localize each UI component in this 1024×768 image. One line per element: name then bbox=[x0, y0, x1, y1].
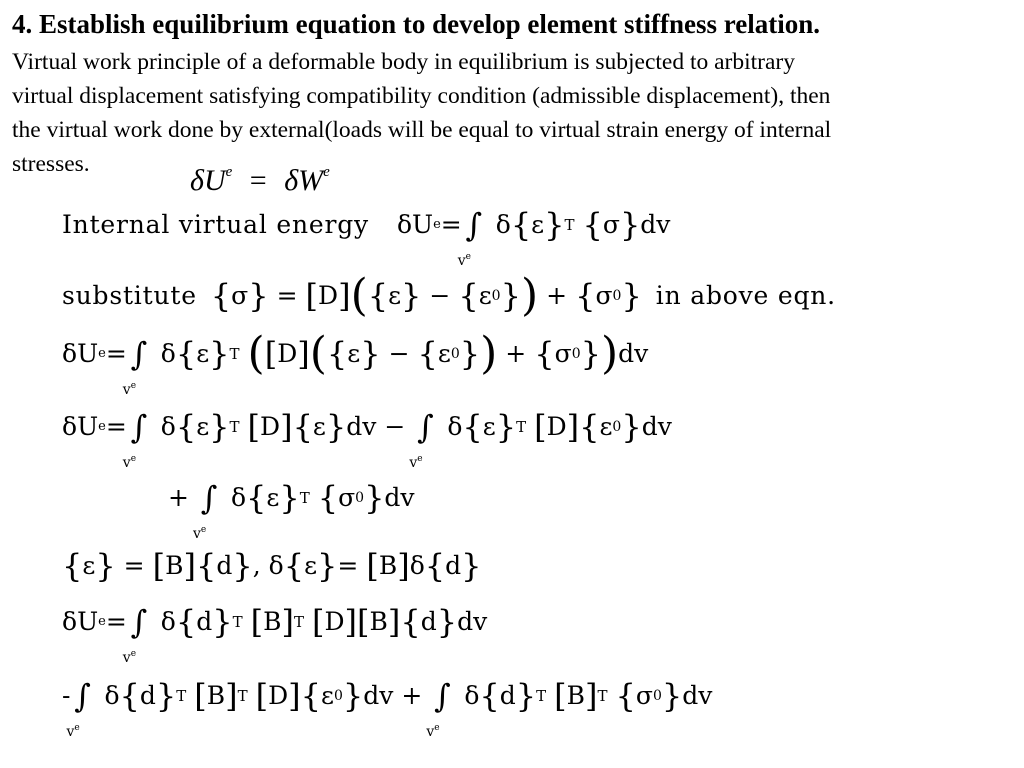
math-symbol bbox=[123, 634, 136, 678]
math-symbol: ∫ bbox=[130, 408, 148, 446]
math-symbol: σ bbox=[635, 681, 653, 710]
math-symbol: − bbox=[388, 339, 410, 368]
math-symbol: T bbox=[564, 216, 575, 234]
math-symbol: δ bbox=[160, 339, 176, 368]
integral-sign bbox=[457, 205, 484, 269]
math-symbol: { bbox=[292, 408, 313, 446]
math-symbol: dv bbox=[346, 412, 377, 441]
math-symbol: D bbox=[546, 412, 567, 441]
math-symbol: dv bbox=[640, 210, 671, 239]
math-symbol: B bbox=[206, 681, 226, 710]
math-symbol: ε bbox=[82, 551, 96, 580]
math-symbol: ∫ bbox=[130, 603, 148, 641]
integral-sign bbox=[122, 407, 149, 471]
math-symbol: ] bbox=[183, 547, 196, 585]
equation-stiffness-term bbox=[62, 602, 488, 666]
integral-sign bbox=[192, 478, 219, 542]
math-symbol: D bbox=[277, 339, 298, 368]
math-symbol: ε bbox=[196, 339, 210, 368]
math-symbol: } bbox=[248, 277, 269, 315]
math-symbol: σ bbox=[338, 483, 356, 512]
math-symbol: ] bbox=[288, 677, 301, 715]
math-symbol: { bbox=[534, 335, 555, 373]
math-symbol: T bbox=[293, 613, 304, 631]
math-symbol: σ bbox=[231, 281, 249, 310]
paragraph-line: stresses. bbox=[12, 151, 90, 177]
math-symbol: [ bbox=[534, 408, 547, 446]
math-symbol: { bbox=[400, 603, 421, 641]
math-symbol: ∫ bbox=[74, 677, 91, 715]
math-symbol: + bbox=[546, 281, 568, 310]
math-symbol bbox=[458, 237, 471, 281]
math-symbol: 0 bbox=[612, 419, 622, 435]
math-symbol: [ bbox=[255, 677, 269, 715]
math-symbol: } bbox=[544, 206, 565, 244]
math-symbol: B bbox=[378, 551, 398, 580]
math-symbol: } bbox=[621, 277, 642, 315]
math-symbol: U bbox=[77, 607, 99, 636]
math-symbol: } bbox=[212, 603, 233, 641]
math-symbol: { bbox=[462, 408, 483, 446]
paragraph-line: the virtual work done by external(loads will be equal to virtual strain energy of internal bbox=[12, 117, 832, 143]
math-symbol: e bbox=[130, 454, 137, 464]
math-symbol: [ bbox=[305, 277, 319, 315]
equation-substitute bbox=[62, 270, 836, 321]
math-symbol: { bbox=[424, 547, 446, 585]
math-symbol: { bbox=[479, 677, 500, 715]
math-symbol: d bbox=[420, 607, 437, 636]
math-symbol: + bbox=[168, 483, 189, 512]
math-symbol: v bbox=[122, 650, 131, 666]
math-symbol: { bbox=[283, 547, 305, 585]
integral-sign bbox=[426, 676, 452, 740]
math-symbol: ] bbox=[566, 408, 580, 446]
math-symbol: σ bbox=[595, 281, 613, 310]
math-symbol: } bbox=[155, 677, 177, 715]
math-symbol: ] bbox=[397, 547, 410, 585]
math-symbol: { bbox=[175, 408, 197, 446]
math-symbol bbox=[426, 708, 439, 752]
math-symbol: T bbox=[232, 613, 243, 631]
math-symbol: } bbox=[401, 277, 422, 315]
math-symbol: , bbox=[252, 551, 261, 580]
math-symbol: { bbox=[195, 547, 217, 585]
math-symbol: T bbox=[229, 345, 240, 363]
math-symbol: e bbox=[417, 454, 423, 464]
math-symbol: { bbox=[175, 335, 197, 373]
math-symbol: } bbox=[279, 479, 300, 517]
math-symbol: e bbox=[434, 723, 440, 733]
math-symbol: e bbox=[98, 346, 106, 361]
math-symbol: T bbox=[176, 687, 187, 705]
math-symbol: e bbox=[200, 525, 207, 535]
math-symbol: ε bbox=[599, 412, 613, 441]
math-symbol: = bbox=[337, 551, 359, 580]
math-symbol: } bbox=[459, 335, 481, 373]
virtual-work-equation: $\delta U^e = \delta W^e$ bbox=[190, 164, 330, 197]
math-symbol: = bbox=[440, 210, 462, 239]
math-symbol: ε bbox=[321, 681, 334, 710]
math-symbol: } bbox=[364, 479, 385, 517]
math-symbol: ) bbox=[520, 270, 539, 321]
math-symbol: δ bbox=[62, 412, 78, 441]
math-symbol bbox=[409, 439, 422, 483]
math-symbol: 0 bbox=[450, 346, 460, 362]
math-symbol: { bbox=[326, 335, 348, 373]
math-symbol: { bbox=[317, 479, 339, 517]
math-symbol: v bbox=[457, 253, 466, 269]
math-symbol: ∫ bbox=[200, 479, 218, 517]
math-symbol: d bbox=[139, 681, 156, 710]
math-symbol: [ bbox=[247, 408, 261, 446]
math-symbol: D bbox=[324, 607, 345, 636]
math-symbol: T bbox=[237, 687, 248, 705]
math-symbol: { bbox=[458, 277, 479, 315]
math-symbol: [ bbox=[366, 547, 379, 585]
math-symbol: } bbox=[317, 547, 338, 585]
math-symbol: e bbox=[74, 723, 80, 733]
math-symbol bbox=[123, 366, 136, 410]
math-symbol: e bbox=[98, 419, 106, 434]
math-symbol: { bbox=[300, 677, 321, 715]
math-symbol: δ bbox=[447, 412, 463, 441]
math-symbol: [ bbox=[554, 677, 567, 715]
math-symbol: ε bbox=[312, 412, 326, 441]
math-symbol: T bbox=[229, 418, 240, 436]
math-symbol: = bbox=[276, 281, 298, 310]
math-symbol: ( bbox=[247, 328, 265, 379]
math-symbol: { bbox=[582, 206, 603, 244]
math-symbol: v bbox=[192, 526, 201, 542]
math-symbol: δ bbox=[495, 210, 511, 239]
math-symbol: δ bbox=[230, 483, 247, 512]
math-symbol: D bbox=[268, 681, 289, 710]
math-symbol: [ bbox=[250, 603, 264, 641]
math-symbol: } bbox=[360, 335, 381, 373]
math-symbol: − bbox=[429, 281, 451, 310]
math-symbol: dv bbox=[682, 681, 713, 710]
math-symbol: ) bbox=[600, 328, 619, 379]
math-symbol: B bbox=[566, 681, 585, 710]
math-symbol: { bbox=[615, 677, 636, 715]
math-symbol: = bbox=[105, 607, 127, 636]
label-in-above-eqn: in above eqn. bbox=[655, 281, 836, 310]
math-symbol: dv bbox=[384, 483, 415, 512]
math-symbol: B bbox=[263, 607, 282, 636]
math-symbol: 0 bbox=[652, 688, 662, 704]
math-symbol: ] bbox=[338, 277, 351, 315]
math-symbol: U bbox=[412, 210, 434, 239]
math-symbol: ] bbox=[297, 335, 310, 373]
math-symbol: ∫ bbox=[130, 335, 148, 373]
math-symbol: 0 bbox=[355, 490, 365, 506]
math-symbol: − bbox=[384, 412, 406, 441]
integral-sign bbox=[409, 407, 435, 471]
math-symbol: δ bbox=[62, 339, 78, 368]
math-symbol: ε bbox=[304, 551, 318, 580]
math-symbol: ε bbox=[196, 412, 210, 441]
math-symbol: } bbox=[436, 603, 458, 641]
math-symbol: [ bbox=[194, 677, 207, 715]
math-symbol: σ bbox=[554, 339, 572, 368]
equation-virtual-energy-initial-stress bbox=[168, 478, 415, 542]
math-symbol: 0 bbox=[571, 346, 581, 362]
math-symbol: ε bbox=[482, 412, 496, 441]
math-symbol: } bbox=[661, 677, 683, 715]
math-symbol: { bbox=[510, 206, 532, 244]
math-symbol: δ bbox=[464, 681, 480, 710]
math-symbol: { bbox=[119, 677, 140, 715]
math-symbol: ] bbox=[280, 408, 293, 446]
math-symbol bbox=[66, 708, 79, 752]
math-symbol: [ bbox=[264, 335, 278, 373]
math-symbol: } bbox=[461, 547, 482, 585]
math-symbol: } bbox=[500, 277, 521, 315]
math-symbol: } bbox=[495, 408, 517, 446]
equation-strain-displacement bbox=[62, 546, 481, 586]
math-symbol: ( bbox=[309, 328, 327, 379]
math-symbol: } bbox=[325, 408, 347, 446]
math-symbol: D bbox=[260, 412, 281, 441]
math-symbol: e bbox=[130, 649, 137, 659]
math-symbol: ) bbox=[480, 328, 498, 379]
math-symbol: δ bbox=[104, 681, 120, 710]
integral-sign bbox=[122, 334, 149, 398]
math-symbol: ] bbox=[387, 603, 401, 641]
equation-virtual-energy-expanded bbox=[62, 328, 649, 398]
math-symbol: { bbox=[246, 479, 267, 517]
math-symbol: } bbox=[209, 335, 230, 373]
math-symbol: v bbox=[122, 455, 131, 471]
math-symbol: B bbox=[165, 551, 184, 580]
label-internal-virtual-energy: Internal virtual energy bbox=[62, 210, 369, 239]
math-symbol: ε bbox=[478, 281, 492, 310]
math-symbol: v bbox=[426, 724, 435, 740]
math-symbol: δ bbox=[409, 551, 425, 580]
math-symbol: } bbox=[95, 547, 116, 585]
math-symbol: [ bbox=[356, 603, 370, 641]
math-symbol: = bbox=[105, 412, 127, 441]
math-symbol: = bbox=[105, 339, 127, 368]
math-symbol: = bbox=[123, 551, 145, 580]
math-symbol: U bbox=[77, 339, 99, 368]
math-symbol: { bbox=[367, 277, 389, 315]
math-symbol: T bbox=[299, 489, 310, 507]
slide-title: 4. Establish equilibrium equation to develop element stiffness relation. bbox=[12, 9, 821, 39]
integral-sign bbox=[66, 676, 92, 740]
math-symbol: ε bbox=[531, 210, 545, 239]
math-symbol: ∫ bbox=[416, 408, 434, 446]
math-symbol: } bbox=[619, 206, 641, 244]
integral-sign bbox=[122, 602, 149, 666]
math-symbol: { bbox=[210, 277, 232, 315]
math-symbol: U bbox=[77, 412, 99, 441]
math-symbol: + bbox=[401, 681, 423, 710]
math-symbol: 0 bbox=[491, 288, 501, 304]
equation-virtual-energy-split bbox=[62, 407, 672, 471]
math-symbol: { bbox=[417, 335, 438, 373]
math-symbol: D bbox=[318, 281, 339, 310]
math-symbol: e bbox=[98, 614, 106, 629]
math-symbol: e bbox=[433, 217, 441, 232]
math-symbol: ε bbox=[388, 281, 402, 310]
math-symbol: 0 bbox=[612, 288, 622, 304]
math-symbol: T bbox=[536, 687, 547, 705]
math-symbol: δ bbox=[396, 210, 413, 239]
math-symbol: B bbox=[369, 607, 388, 636]
math-symbol: ε bbox=[347, 339, 361, 368]
math-symbol: ∫ bbox=[465, 206, 483, 244]
math-symbol: } bbox=[232, 547, 253, 585]
math-symbol: ε bbox=[437, 339, 451, 368]
math-symbol: 0 bbox=[333, 688, 343, 704]
equation-load-terms bbox=[62, 676, 713, 740]
math-symbol: T bbox=[516, 418, 527, 436]
math-symbol: } bbox=[342, 677, 364, 715]
math-symbol: [ bbox=[311, 603, 325, 641]
paragraph-line: virtual displacement satisfying compatibility condition (admissible displacement), then bbox=[12, 83, 831, 109]
math-symbol: ] bbox=[585, 677, 598, 715]
equation-internal-virtual-energy bbox=[62, 205, 671, 269]
math-symbol: d bbox=[216, 551, 233, 580]
math-symbol: d bbox=[196, 607, 213, 636]
math-symbol: T bbox=[597, 687, 608, 705]
intro-paragraph bbox=[12, 45, 1012, 181]
math-symbol: { bbox=[62, 547, 83, 585]
paragraph-line: Virtual work principle of a deformable body in equilibrium is subjected to arbitrary bbox=[12, 49, 796, 75]
math-symbol: δ bbox=[268, 551, 284, 580]
math-symbol: v bbox=[66, 724, 75, 740]
math-symbol: d bbox=[445, 551, 462, 580]
math-symbol: σ bbox=[602, 210, 620, 239]
math-symbol: v bbox=[122, 382, 131, 398]
math-symbol: dv bbox=[618, 339, 649, 368]
math-symbol: dv bbox=[457, 607, 488, 636]
math-symbol bbox=[123, 439, 136, 483]
math-symbol: δ bbox=[160, 412, 176, 441]
math-symbol: δ bbox=[62, 607, 78, 636]
math-symbol: e bbox=[465, 252, 471, 262]
math-symbol: } bbox=[621, 408, 642, 446]
math-symbol: ] bbox=[281, 603, 294, 641]
math-symbol: - bbox=[62, 681, 71, 710]
math-symbol: ] bbox=[344, 603, 357, 641]
math-symbol: [ bbox=[152, 547, 166, 585]
math-symbol: δ bbox=[160, 607, 176, 636]
math-symbol: dv bbox=[363, 681, 394, 710]
math-symbol: { bbox=[579, 408, 600, 446]
math-symbol: ( bbox=[350, 270, 368, 321]
math-symbol: { bbox=[575, 277, 596, 315]
math-symbol: dv bbox=[641, 412, 672, 441]
math-symbol: ε bbox=[266, 483, 280, 512]
math-symbol: v bbox=[409, 455, 418, 471]
math-symbol: } bbox=[515, 677, 537, 715]
math-symbol: + bbox=[505, 339, 527, 368]
math-symbol: } bbox=[580, 335, 601, 373]
math-symbol: d bbox=[499, 681, 516, 710]
math-symbol: { bbox=[175, 603, 197, 641]
math-symbol: } bbox=[209, 408, 230, 446]
math-symbol: ∫ bbox=[433, 677, 451, 715]
math-symbol: ] bbox=[225, 677, 238, 715]
label-substitute: substitute bbox=[62, 281, 197, 310]
math-symbol: e bbox=[130, 381, 137, 391]
